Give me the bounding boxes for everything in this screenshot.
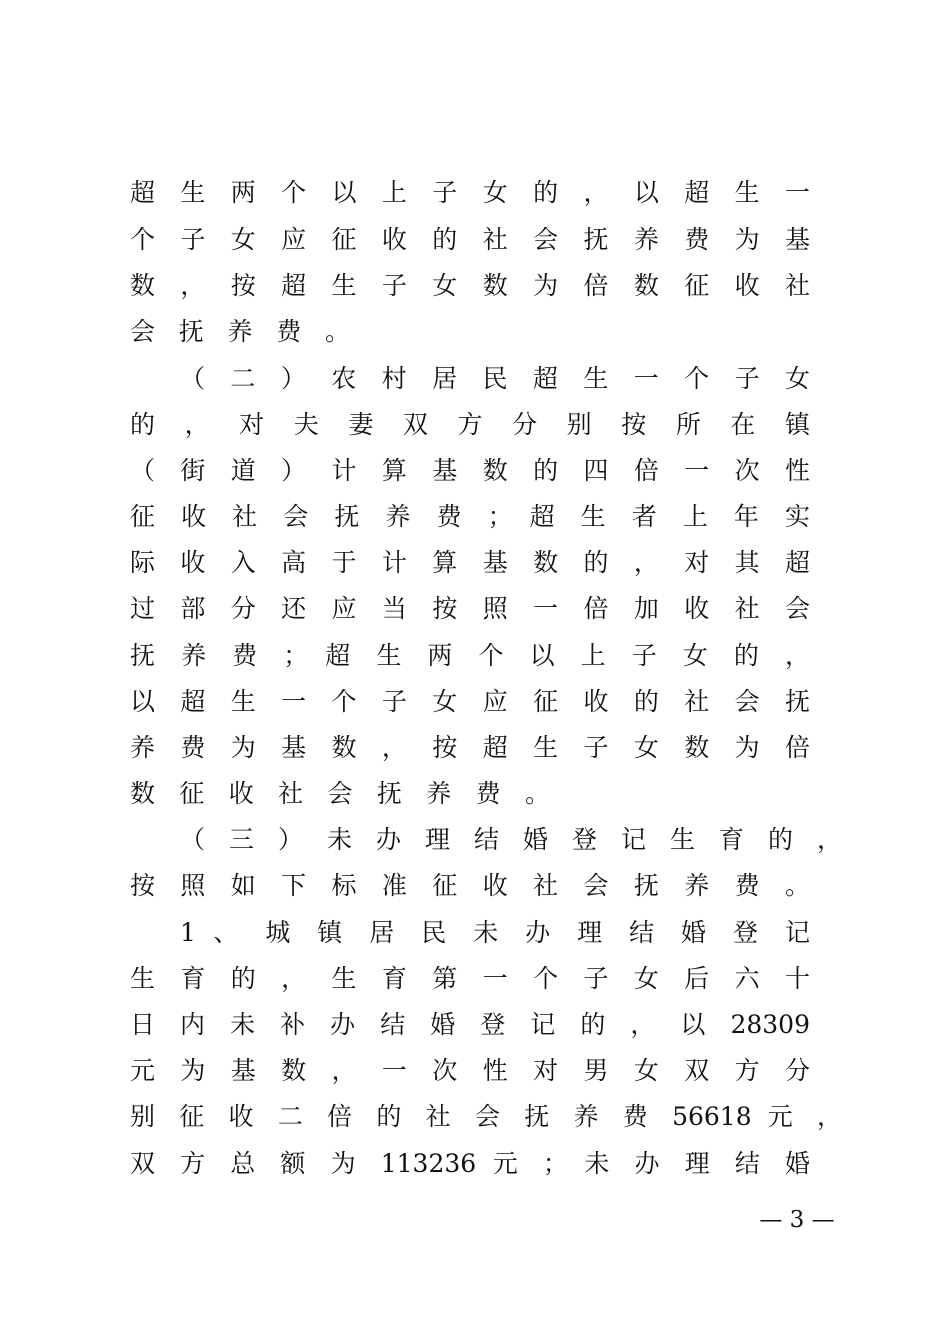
- text-line: 1 、 城 镇 居 民 未 办 理 结 婚 登 记: [180, 918, 810, 947]
- text-line: 生 育 的 ， 生 育 第 一 个 子 女 后 六 十: [130, 964, 810, 993]
- text-line: 数 ， 按 超 生 子 女 数 为 倍 数 征 收 社: [130, 271, 810, 300]
- text-line: 数 征 收 社 会 抚 养 费 。: [130, 779, 550, 808]
- text-line: 会 抚 养 费 。: [130, 317, 350, 346]
- text-line: 按 照 如 下 标 准 征 收 社 会 抚 养 费 。: [130, 871, 810, 900]
- text-line: 的 ， 对 夫 妻 双 方 分 别 按 所 在 镇: [130, 410, 810, 439]
- text-line: 以 超 生 一 个 子 女 应 征 收 的 社 会 抚: [130, 687, 810, 716]
- text-line: 抚 养 费 ； 超 生 两 个 以 上 子 女 的 ，: [130, 641, 810, 670]
- text-line: 别 征 收 二 倍 的 社 会 抚 养 费 56618 元 ，: [130, 1102, 842, 1131]
- text-line: 个 子 女 应 征 收 的 社 会 抚 养 费 为 基: [130, 225, 810, 254]
- text-line: 际 收 入 高 于 计 算 基 数 的 ， 对 其 超: [130, 548, 810, 577]
- text-line: （ 三 ） 未 办 理 结 婚 登 记 生 育 的 ，: [180, 825, 842, 854]
- text-line: 征 收 社 会 抚 养 费 ； 超 生 者 上 年 实: [130, 502, 810, 531]
- text-line: （ 街 道 ） 计 算 基 数 的 四 倍 一 次 性: [130, 456, 810, 485]
- text-line: 超 生 两 个 以 上 子 女 的 ， 以 超 生 一: [130, 178, 810, 207]
- text-line: 双 方 总 额 为 113236 元 ； 未 办 理 结 婚: [130, 1149, 810, 1178]
- text-line: 元 为 基 数 ， 一 次 性 对 男 女 双 方 分: [130, 1056, 810, 1085]
- text-line: 日 内 未 补 办 结 婚 登 记 的 ， 以 28309: [130, 1010, 810, 1039]
- text-line: 过 部 分 还 应 当 按 照 一 倍 加 收 社 会: [130, 594, 810, 623]
- text-line: （ 二 ） 农 村 居 民 超 生 一 个 子 女: [180, 364, 810, 393]
- page-number: — 3 —: [759, 1207, 835, 1233]
- text-line: 养 费 为 基 数 ， 按 超 生 子 女 数 为 倍: [130, 733, 810, 762]
